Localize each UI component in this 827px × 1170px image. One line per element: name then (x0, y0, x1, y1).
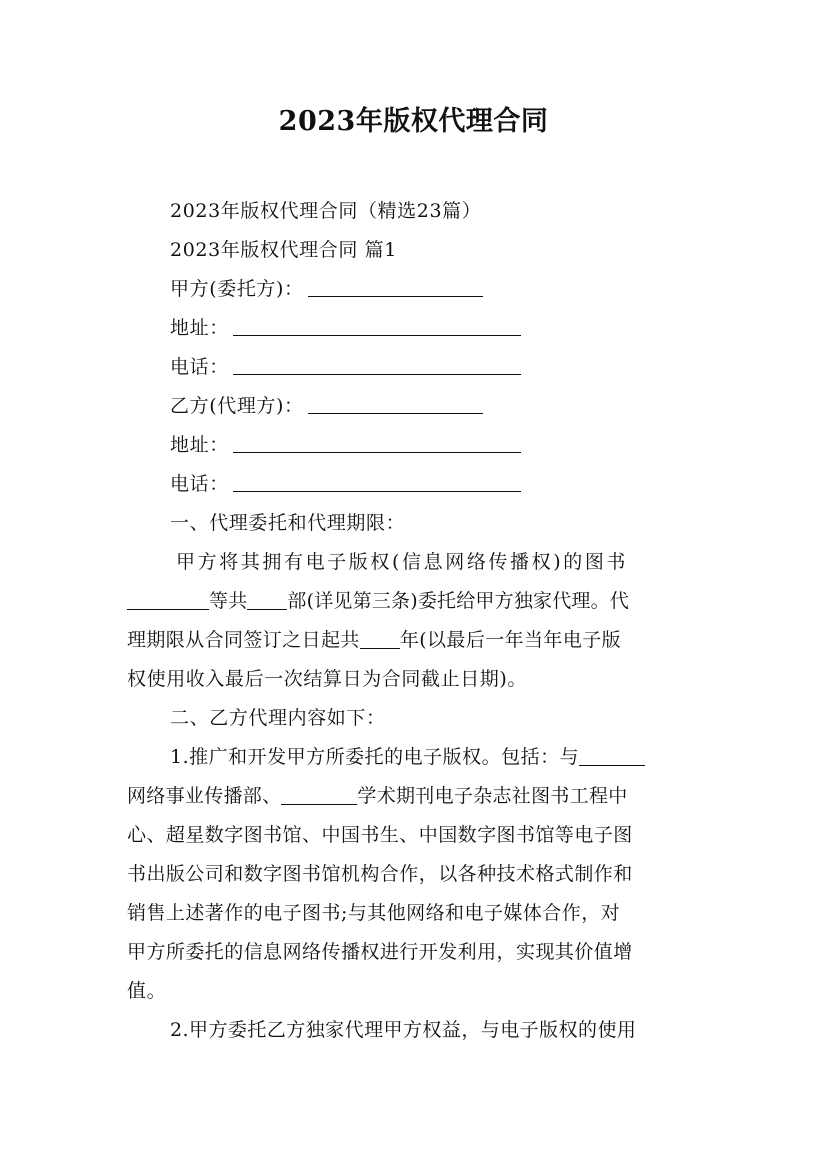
item1-line4: 书出版公司和数字图书馆机构合作，以各种技术格式制作和 (127, 863, 633, 885)
party-a-phone-blank (233, 352, 521, 375)
section1-line4: 权使用收入最后一次结算日为合同截止日期)。 (127, 668, 528, 690)
party-b-address-label: 地址： (170, 434, 229, 456)
item1-line2 (127, 777, 628, 816)
party-a-address-blank (233, 313, 521, 336)
document-title: 2023年版权代理合同 (278, 106, 549, 137)
section1-line1: 甲方将其拥有电子版权(信息网络传播权)的图书 (176, 551, 629, 573)
party-b-blank (308, 391, 483, 414)
item1-line2-text-a: 网络事业传播部、 (127, 785, 282, 807)
item1-line1-text: 1.推广和开发甲方所委托的电子版权。包括：与 (170, 746, 580, 768)
party-a-row (170, 270, 483, 309)
party-a-label: 甲方(委托方)： (170, 278, 304, 300)
item1-partner-blank-2 (281, 784, 357, 805)
item1-line3: 心、超星数字图书馆、中国书生、中国数字图书馆等电子图 (127, 824, 633, 846)
party-a-blank (308, 274, 483, 297)
section1-line2 (127, 582, 629, 621)
party-b-phone-blank (233, 469, 521, 492)
section1-line3-text-b: 年(以最后一年当年电子版 (399, 629, 622, 651)
article-heading: 2023年版权代理合同 篇1 (170, 239, 397, 261)
item1-line7: 值。 (127, 980, 167, 1002)
book-title-blank (127, 589, 209, 610)
party-a-address-row (170, 309, 521, 348)
section1-line3 (127, 621, 621, 660)
volume-count-blank (247, 589, 287, 610)
item2-line1: 2.甲方委托乙方独家代理甲方权益，与电子版权的使用 (170, 1019, 637, 1041)
party-a-phone-row (170, 348, 521, 387)
section1-line3-text-a: 理期限从合同签订之日起共 (127, 629, 360, 651)
document-subtitle: 2023年版权代理合同（精选23篇） (170, 200, 482, 222)
section2-heading: 二、乙方代理内容如下： (170, 707, 386, 729)
item1-line5: 销售上述著作的电子图书;与其他网络和电子媒体合作，对 (127, 902, 621, 924)
party-b-address-blank (233, 430, 521, 453)
item1-line2-text-b: 学术期刊电子杂志社图书工程中 (357, 785, 628, 807)
item1-partner-blank-1 (579, 745, 645, 766)
section1-line2-text-b: 部(详见第三条)委托给甲方独家代理。代 (287, 590, 630, 612)
party-b-phone-label: 电话： (170, 473, 229, 495)
item1-line1 (170, 738, 645, 777)
item1-line6: 甲方所委托的信息网络传播权进行开发利用，实现其价值增 (127, 941, 633, 963)
party-b-phone-row (170, 465, 521, 504)
party-a-address-label: 地址： (170, 317, 229, 339)
section1-heading: 一、代理委托和代理期限： (170, 512, 406, 534)
section1-line2-text-a: 等共 (209, 590, 248, 612)
party-a-phone-label: 电话： (170, 356, 229, 378)
party-b-row (170, 387, 483, 426)
party-b-address-row (170, 426, 521, 465)
party-b-label: 乙方(代理方)： (170, 395, 304, 417)
period-years-blank (360, 628, 400, 649)
